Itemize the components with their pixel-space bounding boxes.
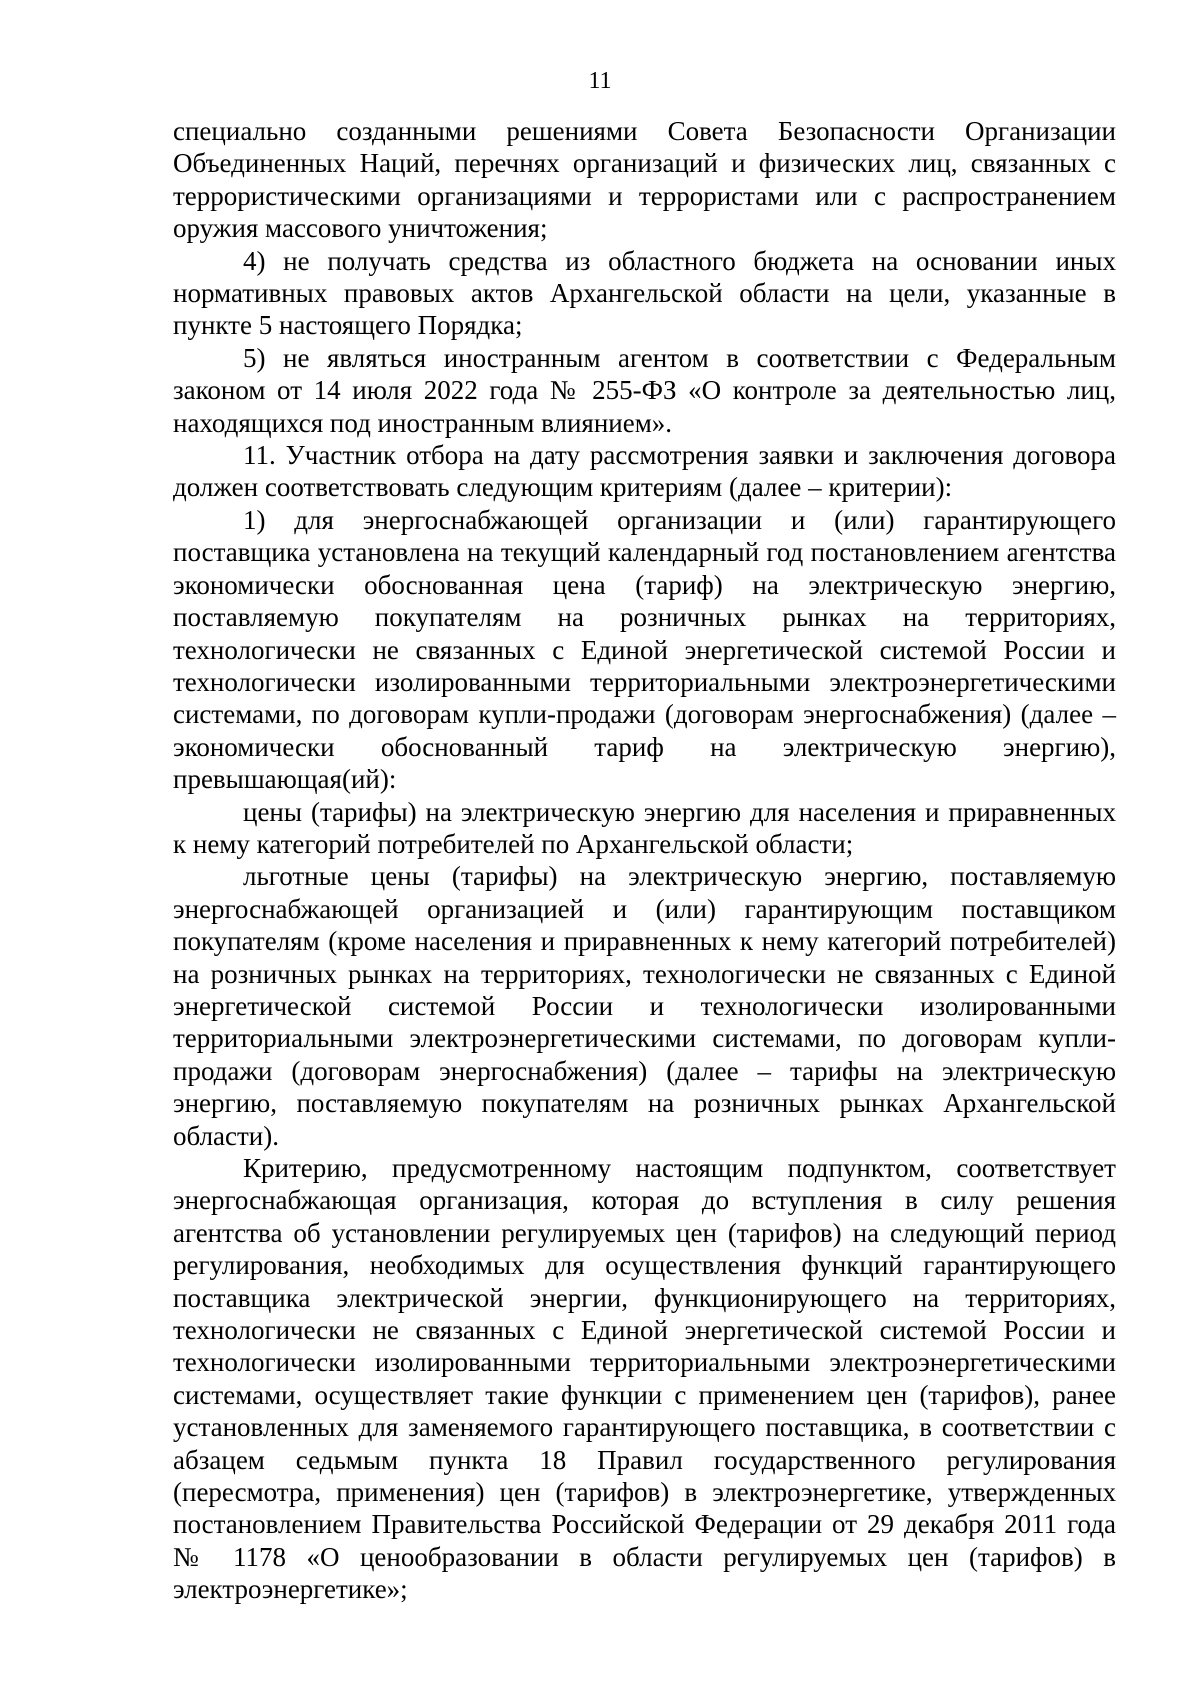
paragraph-item-4: 4) не получать средства из областного бюджета на основании иных нормативных правовых актов Архангельской области на цели, указанные в пункте 5 настоящего Порядка; — [173, 245, 1116, 341]
paragraph-criterion-1: 1) для энергоснабжающей организации и (или) гарантирующего поставщика установлена на текущий календарный год постановлением агентства экономически обоснованная цена (тариф) на электрическую энергию, поставляемую покупателям на розничных рынках на территориях, технологически не связанных с Единой энергетической системой России и технологически изолированными территориальными электроэнергетическими системами, по договорам купли-продажи (договорам энергоснабжения) (далее – экономически обоснованный тариф на электрическую энергию), превышающая(ий): — [173, 504, 1116, 795]
paragraph-section-11: 11. Участник отбора на дату рассмотрения заявки и заключения договора должен соответствовать следующим критериям (далее – критерии): — [173, 440, 1116, 503]
paragraph-criterion-conformity: Критерию, предусмотренному настоящим подпунктом, соответствует энергоснабжающая организация, которая до вступления в силу решения агентства об установлении регулируемых цен (тарифов) на следующий период регулирования, необходимых для осуществления функций гарантирующего поставщика электрической энергии, функционирующего на территориях, технологически не связанных с Единой энергетической системой России и технологически изолированными территориальными электроэнергетическими системами, осуществляет такие функции с применением цен (тарифов), ранее установленных для заменяемого гарантирующего поставщика, в соответствии с абзацем седьмым пункта 18 Правил государственного регулирования (пересмотра, применения) цен (тарифов) в электроэнергетике, утвержденных постановлением Правительства Российской Федерации от 29 декабря 2011 года № 1178 «О ценообразовании в области регулируемых цен (тарифов) в электроэнергетике»; — [173, 1153, 1116, 1605]
paragraph-preferential-tariffs: льготные цены (тарифы) на электрическую энергию, поставляемую энергоснабжающей организацией и (или) гарантирующим поставщиком покупателям (кроме населения и приравненных к нему категорий потребителей) на розничных рынках на территориях, технологически не связанных с Единой энергетической системой России и технологически изолированными территориальными электроэнергетическими системами, по договорам купли-продажи (договорам энергоснабжения) (далее – тарифы на электрическую энергию, поставляемую покупателям на розничных рынках Архангельской области). — [173, 861, 1116, 1151]
paragraph-population-tariffs: цены (тарифы) на электрическую энергию для населения и приравненных к нему категорий потребителей по Архангельской области; — [173, 796, 1116, 859]
paragraph-continuation: специально созданными решениями Совета Безопасности Организации Объединенных Наций, перечнях организаций и физических лиц, связанных с террористическими организациями и террористами или с распространением оружия массового уничтожения; — [173, 116, 1116, 244]
document-body — [173, 115, 1116, 1606]
page-number: 11 — [588, 68, 612, 94]
paragraph-item-5: 5) не являться иностранным агентом в соответствии с Федеральным законом от 14 июля 2022 года № 255-ФЗ «О контроле за деятельностью лиц, находящихся под иностранным влиянием». — [173, 342, 1116, 438]
